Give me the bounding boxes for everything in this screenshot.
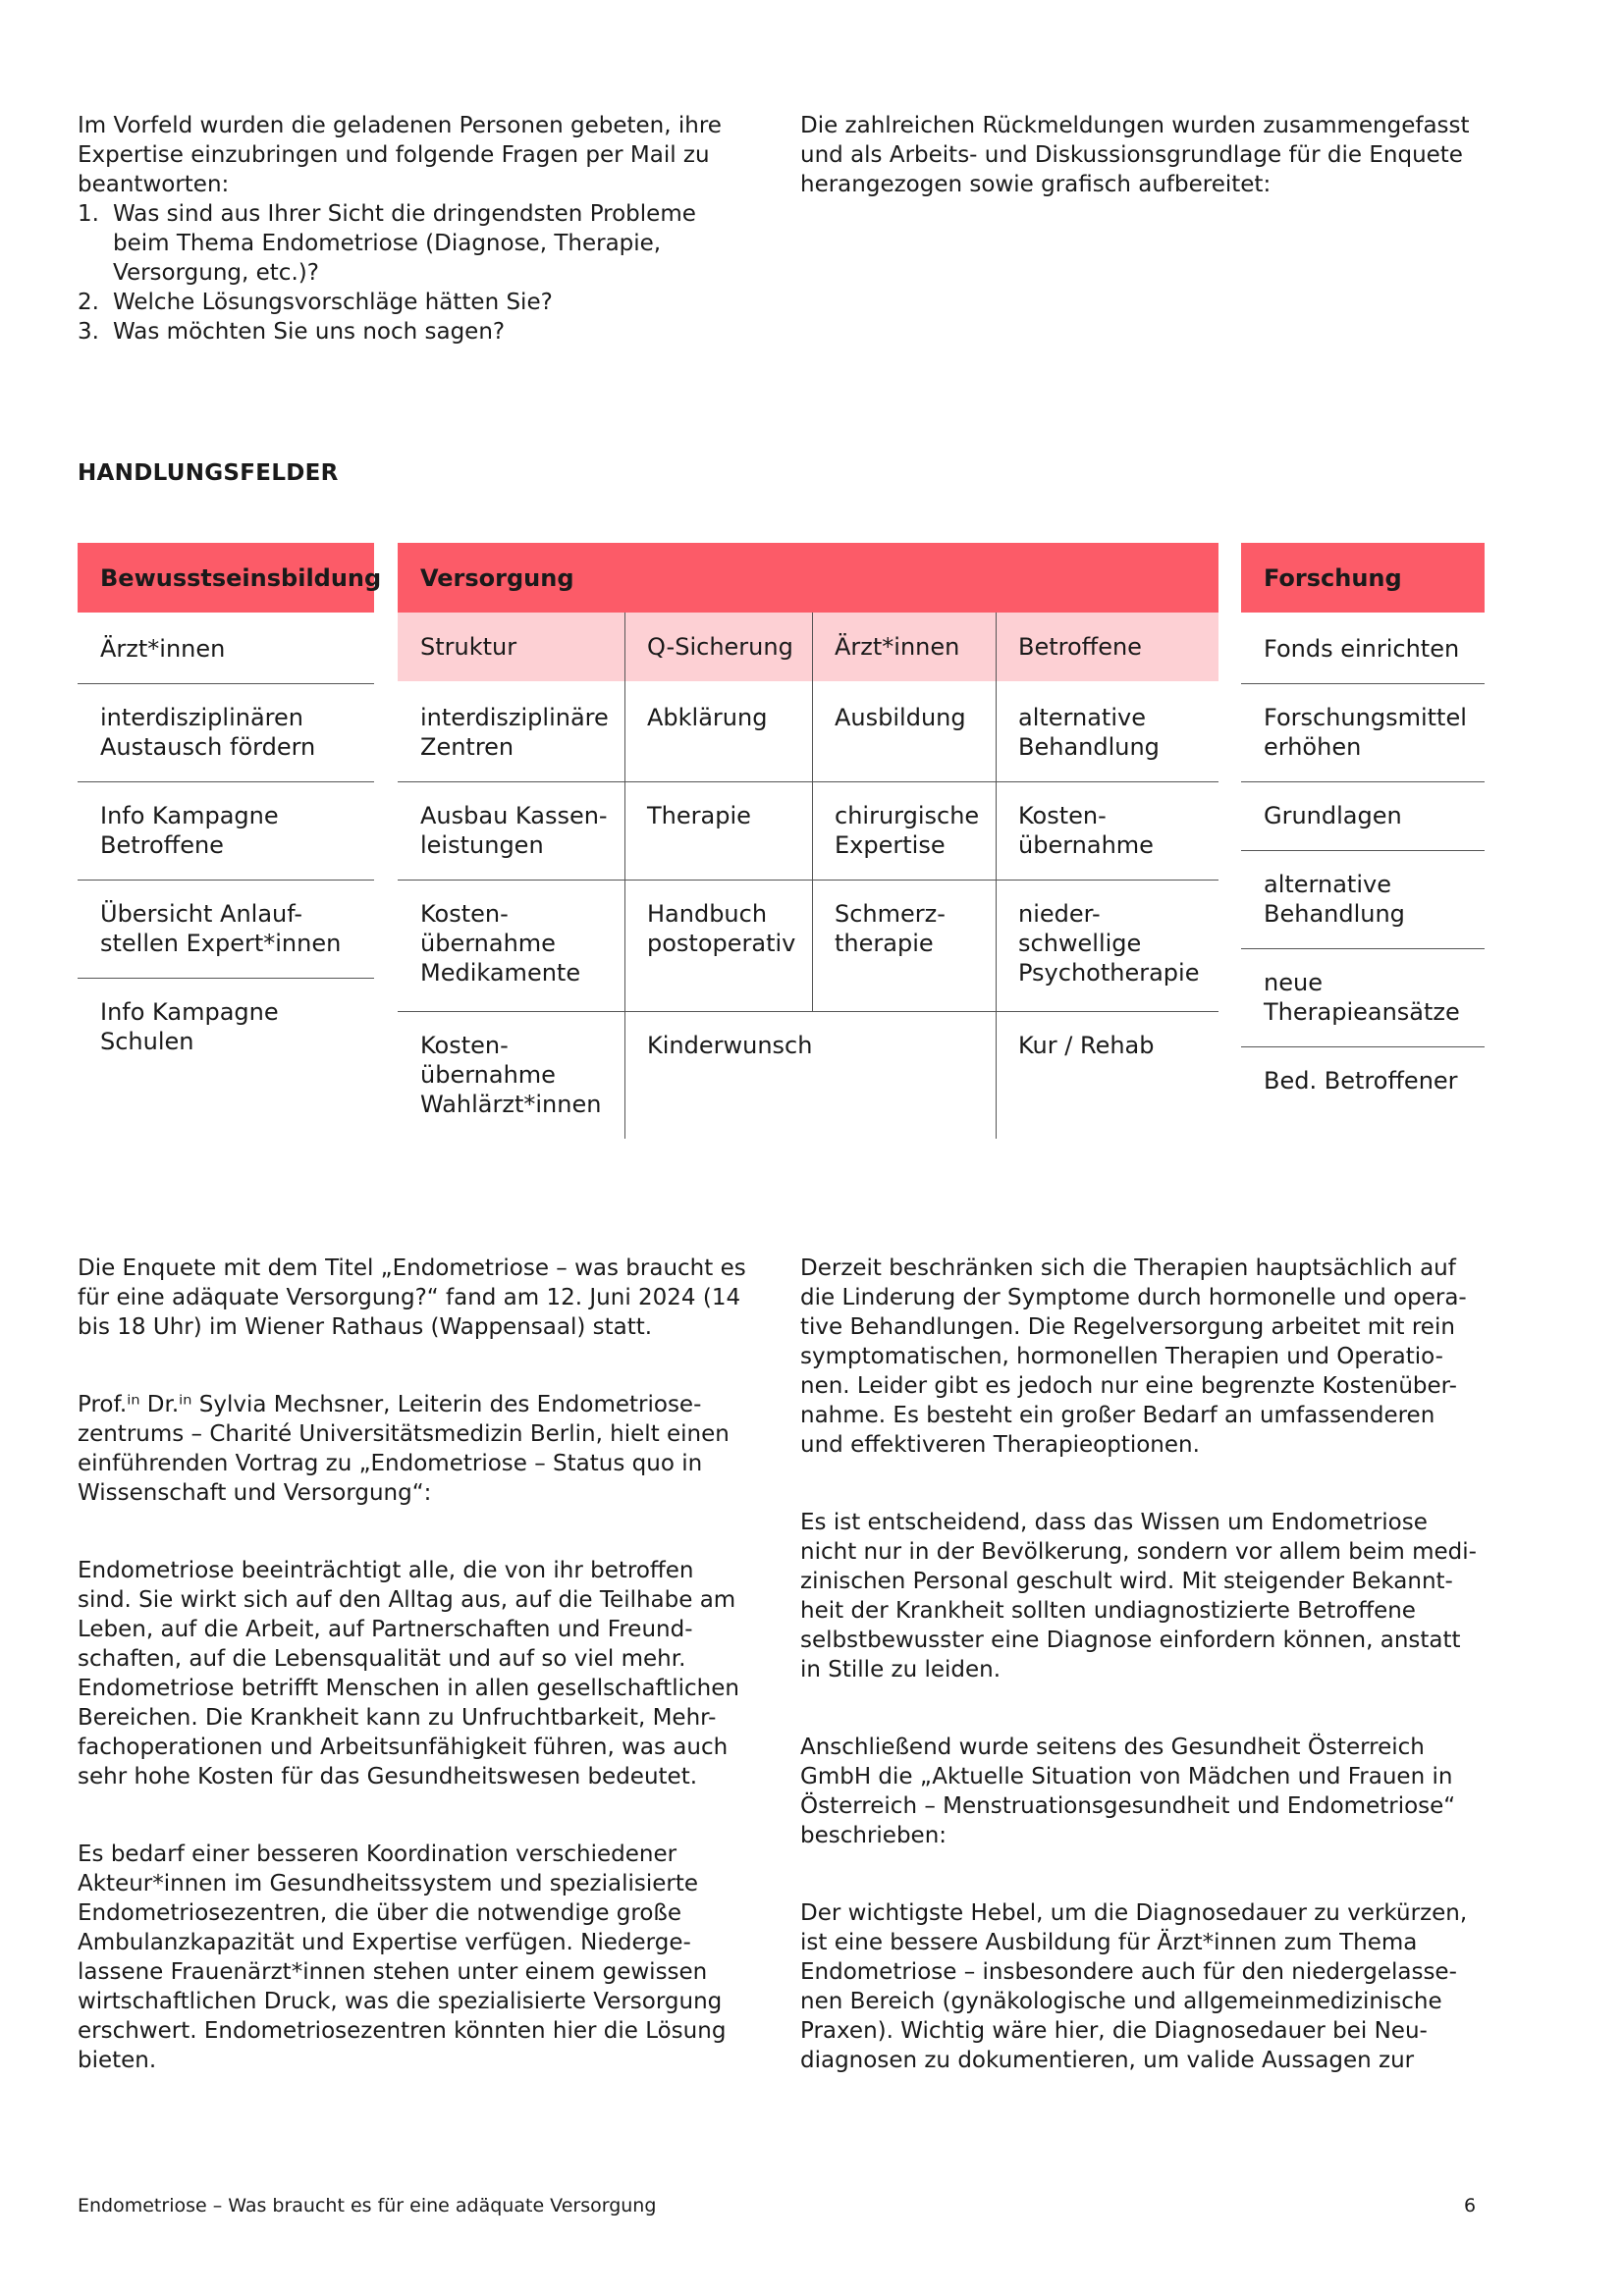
section-heading: HANDLUNGSFELDER <box>78 460 339 486</box>
divider <box>1241 781 1485 782</box>
versorgung-cell: chirurgische Expertise <box>835 802 980 859</box>
intro-right: Die zahlreichen Rückmeldungen wurden zusammengefasst und als Arbeits- und Diskussionsgrundlage für die Enquete herangezogen sowie grafisch aufbereitet: <box>800 113 1470 197</box>
body-paragraph: Endometriose beeinträchtigt alle, die von ihr betroffen sind. Sie wirkt sich auf den Alltag aus, auf die Teilhabe am Leben, auf die Arbeit, auf Partnerschaften und Freund- schaften, auf die Lebensqualität und auf so viel mehr. Endometriose betrifft Menschen in allen gesellschaftlichen Bereichen. Die Krankheit kann zu Unfruchtbarkeit, Mehr- fachoperationen und Arbeitsunfähigkeit führen, was auch sehr hohe Kosten für das Gesundheitswesen bedeutet. <box>78 1558 739 1789</box>
page-number: 6 <box>1464 2195 1477 2216</box>
divider <box>398 781 1218 782</box>
divider-vertical <box>812 613 813 1011</box>
subheader-struktur: Struktur <box>398 613 624 681</box>
divider-vertical <box>624 1011 625 1139</box>
question-list <box>78 199 755 347</box>
divider <box>78 781 374 782</box>
body-left <box>78 1254 755 2123</box>
intro-lead: Im Vorfeld wurden die geladenen Personen gebeten, ihre Expertise einzubringen und folgende Fragen per Mail zu beantworten: <box>78 113 722 197</box>
divider-vertical <box>996 613 997 1139</box>
body-paragraph: Der wichtigste Hebel, um die Diagnosedauer zu verkürzen, ist eine bessere Ausbildung für Ärzt*innen zum Thema Endometriose – insbesondere auch für den niedergelasse- nen Bereich (gynäkologische und allgemeinmedizinische Praxen). Wichtig wäre hier, die Diagnosedauer bei Neu- diagnosen zu dokumentieren, um valide Aussagen zur <box>800 1900 1468 2073</box>
forschung-item: alternative Behandlung <box>1264 871 1405 928</box>
subheader-betroffene: Betroffene <box>996 613 1218 681</box>
body-paragraph: Anschließend wurde seitens des Gesundheit Österreich GmbH die „Aktuelle Situation von Mädchen und Frauen in Österreich – Menstruationsgesundheit und Endometriose“ beschrieben: <box>800 1735 1456 1848</box>
versorgung-cell-kinderwunsch: Kinderwunsch <box>647 1032 813 1059</box>
versorgung-cell: Schmerz- therapie <box>835 900 946 957</box>
header-forschung: Forschung <box>1241 543 1485 613</box>
divider <box>1241 683 1485 684</box>
divider <box>78 978 374 979</box>
divider <box>78 880 374 881</box>
body-paragraph: Es ist entscheidend, dass das Wissen um Endometriose nicht nur in der Bevölkerung, sondern vor allem beim medi- zinischen Personal geschult wird. Mit steigender Bekannt- heit der Krankheit sollten undiagnostizierte Betroffene selbstbewusster eine Diagnose einfordern können, anstatt in Stille zu leiden. <box>800 1510 1477 1682</box>
question-item: 3. Was möchten Sie uns noch sagen? <box>78 319 506 345</box>
versorgung-cell: nieder- schwellige Psychotherapie <box>1018 900 1200 987</box>
body-paragraph: Es bedarf einer besseren Koordination verschiedener Akteur*innen im Gesundheitssystem und spezialisierte Endometriosezentren, die über die notwendige große Ambulanzkapazität und Expertise verfügen. Niederge- lassene Frauenärzt*innen stehen unter einem gewissen wirtschaftlichen Druck, was die spezialisierte Versorgung erschwert. Endometriosezentren könnten hier die Lösung bieten. <box>78 1842 727 2073</box>
forschung-item: Forschungsmittel erhöhen <box>1264 704 1467 761</box>
versorgung-cell: Kosten- übernahme Wahlärzt*innen <box>420 1032 602 1118</box>
versorgung-cell: interdisziplinäre Zentren <box>420 704 609 761</box>
subheader-q-sicherung: Q-Sicherung <box>624 613 812 681</box>
versorgung-cell: Kosten- übernahme Medikamente <box>420 900 581 987</box>
question-item: 2. Welche Lösungsvorschläge hätten Sie? <box>78 290 553 315</box>
forschung-item: Bed. Betroffener <box>1264 1067 1458 1095</box>
forschung-item: neue Therapieansätze <box>1264 969 1460 1026</box>
bewusstsein-item: Ärzt*innen <box>100 635 226 663</box>
body-paragraph: Die Enquete mit dem Titel „Endometriose – was braucht es für eine adäquate Versorgung?“ fand am 12. Juni 2024 (14 bis 18 Uhr) im Wiener Rathaus (Wappensaal) statt. <box>78 1255 746 1340</box>
versorgung-cell: Therapie <box>647 802 751 829</box>
divider <box>1241 1046 1485 1047</box>
forschung-item: Fonds einrichten <box>1264 635 1460 663</box>
body-paragraph: Prof.ⁱⁿ Dr.ⁱⁿ Sylvia Mechsner, Leiterin des Endometriose- zentrums – Charité Universitätsmedizin Berlin, hielt einen einführenden Vortrag zu „Endometriose – Status quo in Wissenschaft und Versorgung“: <box>78 1392 730 1506</box>
footer-title: Endometriose – Was braucht es für eine adäquate Versorgung <box>78 2195 657 2216</box>
bewusstsein-item: Info Kampagne Betroffene <box>100 802 279 859</box>
body-right <box>800 1254 1478 2123</box>
versorgung-cell: Kosten- übernahme <box>1018 802 1154 859</box>
forschung-item: Grundlagen <box>1264 802 1402 829</box>
divider <box>1241 948 1485 949</box>
bewusstsein-item: Übersicht Anlauf- stellen Expert*innen <box>100 900 342 957</box>
divider <box>1241 850 1485 851</box>
versorgung-cell: Abklärung <box>647 704 768 731</box>
versorgung-cell: Ausbildung <box>835 704 966 731</box>
versorgung-cell: Ausbau Kassen- leistungen <box>420 802 608 859</box>
header-versorgung: Versorgung <box>398 543 1218 613</box>
intro-left <box>78 111 755 347</box>
bewusstsein-item: Info Kampagne Schulen <box>100 998 279 1055</box>
header-bewusstseinsbildung: Bewusstseinsbildung <box>78 543 374 613</box>
versorgung-cell: alternative Behandlung <box>1018 704 1160 761</box>
body-paragraph: Derzeit beschränken sich die Therapien hauptsächlich auf die Linderung der Symptome durch hormonelle und opera- tive Behandlungen. Die Regelversorgung arbeitet mit rein symptomatischen, hormonellen Therapien und Operatio- nen. Leider gibt es jedoch nur eine begrenzte Kostenüber- nahme. Es besteht ein großer Bedarf an umfassenderen und effektiveren Therapieoptionen. <box>800 1255 1467 1458</box>
versorgung-cell: Kur / Rehab <box>1018 1032 1155 1059</box>
subheader-aerztinnen: Ärzt*innen <box>812 613 996 681</box>
divider <box>78 683 374 684</box>
divider <box>398 1011 1218 1012</box>
bewusstsein-item: interdisziplinären Austausch fördern <box>100 704 316 761</box>
divider <box>398 880 1218 881</box>
question-item: 1. Was sind aus Ihrer Sicht die dringendsten Probleme beim Thema Endometriose (Diagnose, Therapie, Versorgung, etc.)? <box>78 201 696 286</box>
divider-vertical <box>624 613 625 1011</box>
versorgung-cell: Handbuch postoperativ <box>647 900 796 957</box>
